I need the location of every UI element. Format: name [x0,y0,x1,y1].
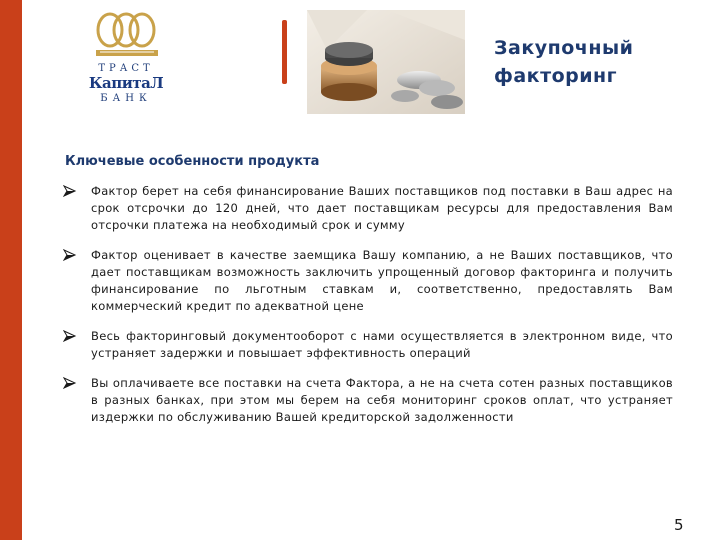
list-item [63,247,673,315]
logo-rings-icon [88,8,168,62]
bullet-text: Фактор берет на себя финансирование Ваших поставщиков под поставки в Ваш адрес на срок отсрочки до 120 дней, что дает поставщикам ресурсы для предоставления Вам отсрочки платежа на необходимый срок и сумму [91,184,673,232]
arrow-bullet-icon [63,185,77,197]
arrow-bullet-icon [63,249,77,261]
bullet-text: Вы оплачиваете все поставки на счета Фактора, а не на счета сотен разных поставщиков в разных банках, при этом мы берем на себя мониторинг сроков оплат, что устраняет издержки по обслуживанию Вашей кредиторской задолженности [91,376,673,424]
logo-text-kapital: КапитаЛ [88,74,164,92]
list-item [63,183,673,234]
page-number: 5 [674,516,684,534]
list-item [63,375,673,426]
bullet-text: Весь факторинговый документооборот с нами осуществляется в электронном виде, что устраняет задержки и повышает эффективность операций [91,329,673,360]
section-heading: Ключевые особенности продукта [65,154,320,169]
logo-text-bank: БАНК [100,93,152,104]
bullet-text: Фактор оценивает в качестве заемщика Вашу компанию, а не Ваших поставщиков, что дает поставщикам возможность заключить упрощенный договор факторинга и получить финансирование по льготным ставкам и, соответственно, предоставлять Вам коммерческий кредит по адекватной цене [91,248,673,313]
header-divider [282,20,287,84]
title-line-2: факторинг [494,65,618,87]
bank-logo [88,8,168,108]
bullet-list [63,183,673,439]
left-accent-stripe [0,0,22,540]
list-item [63,328,673,362]
page-title [494,34,694,90]
arrow-bullet-icon [63,377,77,389]
logo-text-trust: ТРАСТ [98,63,154,74]
title-line-1: Закупочный [494,37,634,59]
arrow-bullet-icon [63,330,77,342]
coins-photo [307,10,465,114]
